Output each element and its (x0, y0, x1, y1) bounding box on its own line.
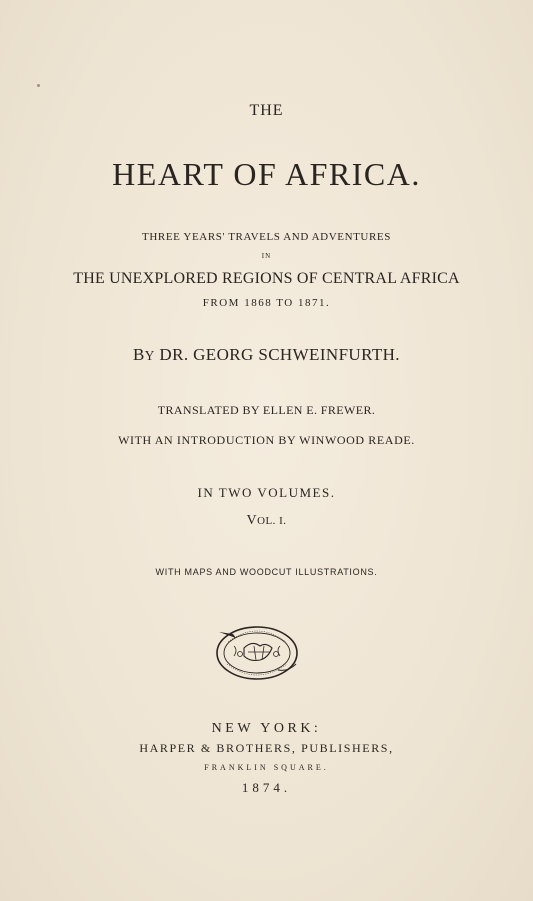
author-by-smallcap: Y (144, 348, 155, 363)
volume-rest: OL. I. (257, 515, 287, 527)
author-by-initial: B (133, 345, 145, 364)
introduction-line: WITH AN INTRODUCTION BY WINWOOD READE. (118, 433, 415, 447)
date-range: FROM 1868 TO 1871. (202, 297, 331, 309)
harper-brothers-seal-icon (214, 622, 300, 682)
subtitle-line-1: THREE YEARS' TRAVELS AND ADVENTURES (142, 231, 391, 243)
paper-speck (37, 84, 40, 87)
translator-line: TRANSLATED BY ELLEN E. FREWER. (157, 403, 376, 417)
volume-initial: V (246, 513, 258, 528)
imprint-year: 1874. (241, 780, 292, 795)
volume-number (0, 514, 533, 528)
volumes-line: IN TWO VOLUMES. (197, 485, 336, 500)
illustrations-note: WITH MAPS AND WOODCUT ILLUSTRATIONS. (155, 567, 378, 577)
author-name: DR. GEORG SCHWEINFURTH. (154, 345, 400, 364)
subtitle-connector: IN (261, 252, 272, 260)
book-title: HEART OF AFRICA. (112, 156, 421, 192)
author-line (0, 346, 533, 363)
title-article: THE (249, 102, 284, 119)
subtitle-line-2: THE UNEXPLORED REGIONS OF CENTRAL AFRICA (73, 270, 460, 287)
imprint-publisher: HARPER & BROTHERS, PUBLISHERS, (139, 741, 394, 755)
imprint-address: FRANKLIN SQUARE. (204, 763, 329, 772)
imprint-city: NEW YORK: (211, 721, 322, 736)
